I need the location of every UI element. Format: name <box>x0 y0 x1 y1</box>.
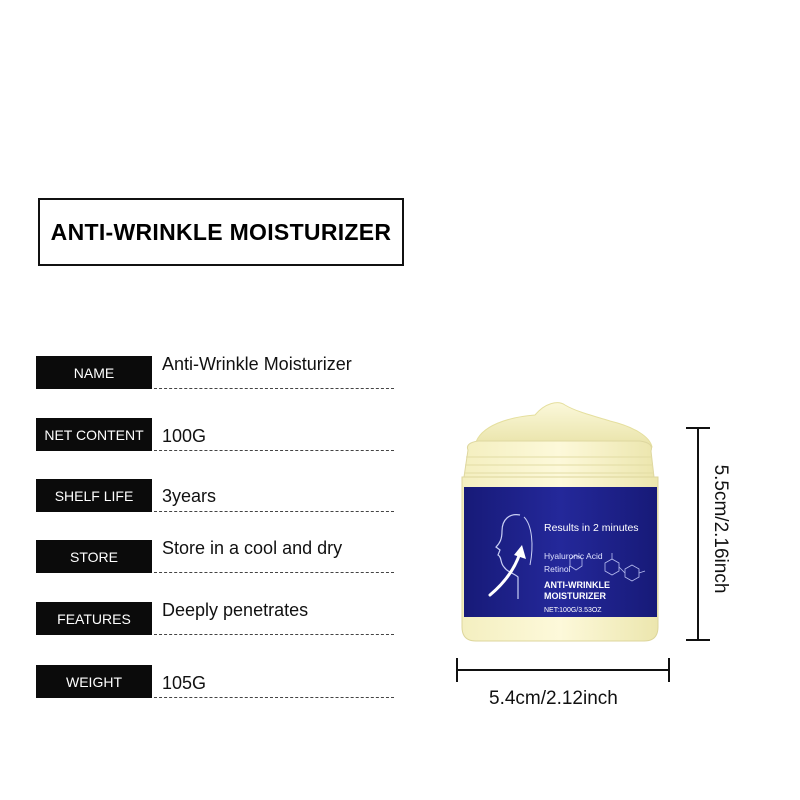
spec-value: Store in a cool and dry <box>162 538 343 558</box>
spec-value: 100G <box>162 426 207 446</box>
spec-value: Anti-Wrinkle Moisturizer <box>162 354 352 374</box>
ingredient-2: Retinol <box>544 564 571 574</box>
tagline: Results in 2 minutes <box>544 522 639 534</box>
spec-value: 105G <box>162 673 207 693</box>
spec-label: FEATURES <box>36 602 152 635</box>
spec-value: Deeply penetrates <box>162 600 309 620</box>
ingredient-1: Hyaluronic Acid <box>544 551 603 561</box>
spec-label: STORE <box>36 540 152 573</box>
spec-value: 3years <box>162 486 217 506</box>
spec-label: WEIGHT <box>36 665 152 698</box>
width-dimension-label: 5.4cm/2.12inch <box>489 688 618 709</box>
spec-label: NET CONTENT <box>36 418 152 451</box>
product-name-line-2: MOISTURIZER <box>544 591 606 601</box>
page-title: ANTI-WRINKLE MOISTURIZER <box>50 218 392 245</box>
spec-label: NAME <box>36 356 152 389</box>
net-weight: NET:100G/3.53OZ <box>544 607 602 614</box>
product-name-line-1: ANTI-WRINKLE <box>544 580 610 590</box>
height-dimension-label: 5.5cm/2.16inch <box>710 464 731 594</box>
spec-label: SHELF LIFE <box>36 479 152 512</box>
